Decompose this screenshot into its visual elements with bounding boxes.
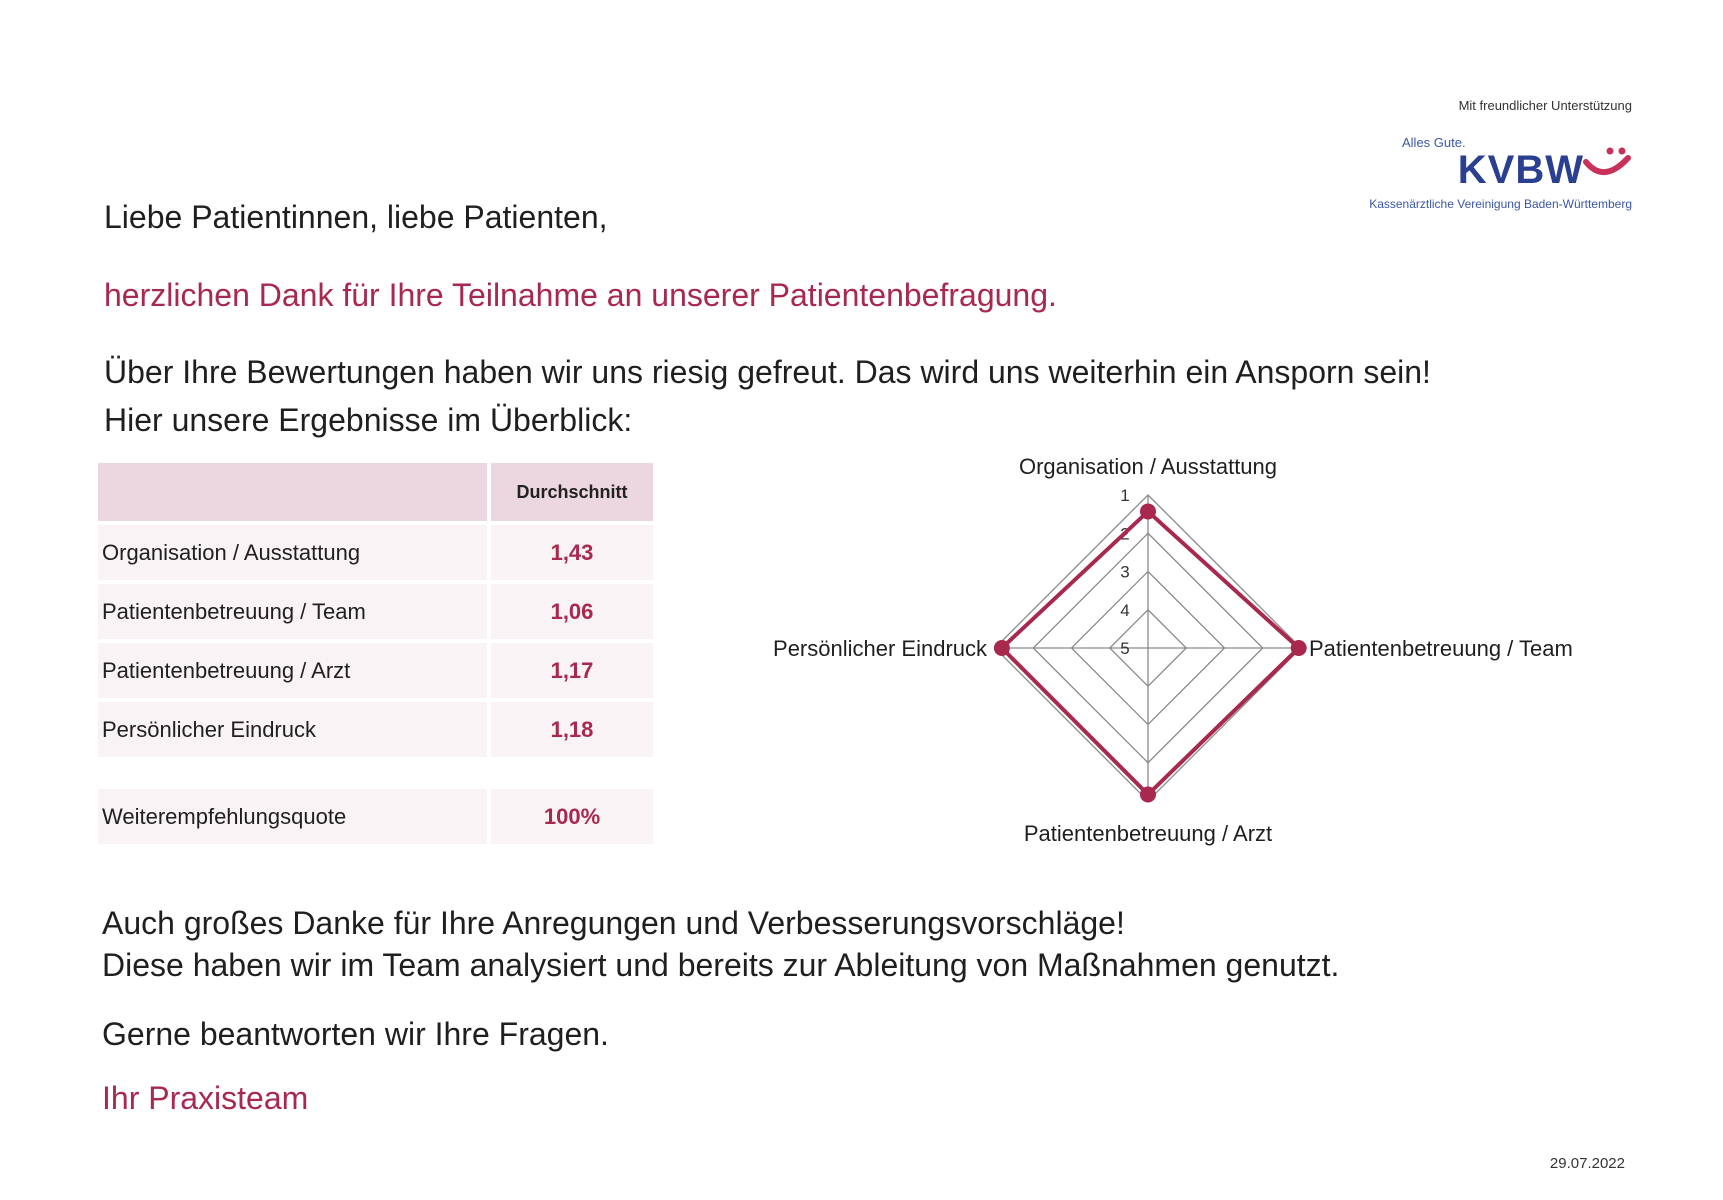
- recommendation-value: 100%: [491, 789, 653, 844]
- radar-point: [1140, 503, 1156, 519]
- row-label: Patientenbetreuung / Team: [98, 584, 487, 639]
- support-text: Mit freundlicher Unterstützung: [1458, 98, 1632, 113]
- radar-point: [1140, 786, 1156, 802]
- row-label: Organisation / Ausstattung: [98, 525, 487, 580]
- radar-tick-label: 2: [1120, 524, 1130, 544]
- row-value: 1,06: [491, 584, 653, 639]
- radar-axis-label: Persönlicher Eindruck: [773, 636, 987, 661]
- signature: Ihr Praxisteam: [102, 1080, 309, 1116]
- intro-line-2: Hier unsere Ergebnisse im Überblick:: [104, 402, 633, 438]
- closing-line-1: Auch großes Danke für Ihre Anregungen und Verbesserungsvorschläge!: [102, 905, 1125, 941]
- logo-brand: KVBW: [1457, 148, 1584, 192]
- radar-axis-label: Patientenbetreuung / Arzt: [1023, 821, 1273, 846]
- date: 29.07.2022: [1549, 1155, 1625, 1172]
- row-value: 1,18: [491, 702, 653, 757]
- row-label: Patientenbetreuung / Arzt: [98, 643, 487, 698]
- radar-axis-label: Organisation / Ausstattung: [1018, 454, 1278, 479]
- radar-point: [994, 640, 1010, 656]
- row-value: 1,17: [491, 643, 653, 698]
- table-header-average: Durchschnitt: [491, 463, 653, 521]
- logo-tagline: Alles Gute.: [1402, 135, 1466, 150]
- intro-line-1: Über Ihre Bewertungen haben wir uns riesig gefreut. Das wird uns weiterhin ein Ansporn sein!: [104, 354, 1431, 390]
- radar-series-line: [1002, 511, 1299, 794]
- thanks-line: herzlichen Dank für Ihre Teilnahme an unserer Patientenbefragung.: [104, 277, 1057, 313]
- closing-paragraph: [102, 902, 1339, 986]
- radar-tick-label: 4: [1120, 600, 1130, 620]
- row-label: Persönlicher Eindruck: [98, 702, 487, 757]
- row-value: 1,43: [491, 525, 653, 580]
- logo-org-name: Kassenärztliche Vereinigung Baden-Württemberg: [1369, 197, 1632, 211]
- recommendation-label: Weiterempfehlungsquote: [98, 789, 487, 844]
- radar-tick-label: 5: [1120, 639, 1130, 658]
- radar-tick-label: 3: [1120, 562, 1130, 582]
- radar-point: [1291, 640, 1307, 656]
- radar-axis-label: Patientenbetreuung / Team: [1309, 636, 1573, 661]
- greeting: Liebe Patientinnen, liebe Patienten,: [104, 199, 608, 235]
- closing-line-2: Diese haben wir im Team analysiert und bereits zur Ableitung von Maßnahmen genutzt.: [102, 947, 1340, 983]
- questions-line: Gerne beantworten wir Ihre Fragen.: [102, 1016, 609, 1052]
- radar-tick-label: 1: [1120, 486, 1130, 505]
